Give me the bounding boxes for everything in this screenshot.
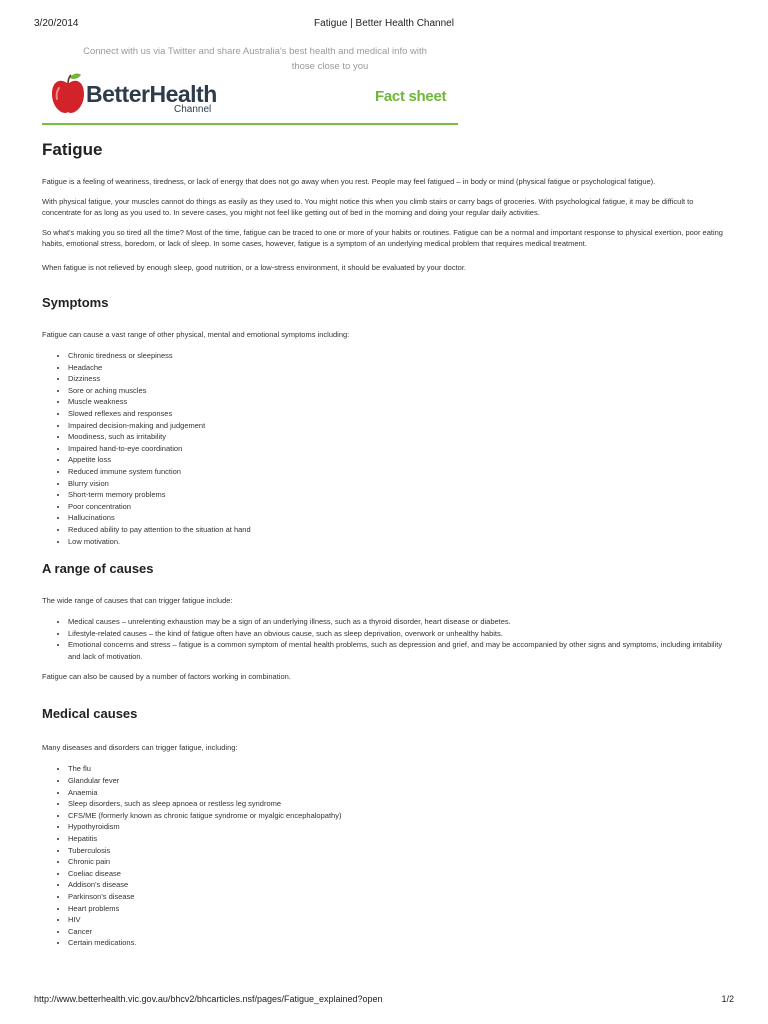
medical-causes-heading: Medical causes — [42, 706, 138, 722]
list-item: • Chronic pain — [68, 856, 732, 868]
print-page-title: Fatigue | Better Health Channel — [314, 18, 454, 29]
list-item: • Dizziness — [68, 373, 732, 385]
list-item: • Tuberculosis — [68, 845, 732, 857]
medical-causes-lead: Many diseases and disorders can trigger fatigue, including: — [42, 743, 238, 753]
list-item: • Moodiness, such as irritability — [68, 431, 732, 443]
connect-text-line2: those close to you — [291, 61, 369, 72]
intro-paragraph: Fatigue is a feeling of weariness, tiredness, or lack of energy that does not go away when you rest. People may feel fatigued – in body or mind (physical fatigue or psychological fatigue). — [42, 177, 656, 186]
symptoms-lead: Fatigue can cause a vast range of other physical, mental and emotional symptoms including: — [42, 330, 350, 339]
header-divider — [42, 123, 458, 125]
causes-lead: The wide range of causes that can trigger fatigue include: — [42, 596, 233, 606]
causes-heading: A range of causes — [42, 561, 154, 577]
list-item: • Hypothyroidism — [68, 821, 732, 833]
causes-closing: Fatigue can also be caused by a number of factors working in combination. — [42, 672, 291, 682]
print-date: 3/20/2014 — [34, 18, 79, 29]
print-url: http://www.betterhealth.vic.gov.au/bhcv2/bhcarticles.nsf/pages/Fatigue_explained?open — [34, 994, 383, 1004]
list-item: • The flu — [68, 763, 732, 775]
list-item: • Headache — [68, 362, 732, 374]
list-item: • Cancer — [68, 926, 732, 938]
list-item: • Lifestyle-related causes – the kind of fatigue often have an obvious cause, such as sleep deprivation, overwork or unhealthy habits. — [68, 628, 732, 640]
list-item: • Blurry vision — [68, 478, 732, 490]
list-item: • Hepatitis — [68, 833, 732, 845]
list-item: • Slowed reflexes and responses — [68, 408, 732, 420]
brand-subtitle: Channel — [174, 104, 212, 115]
list-item: • Poor concentration — [68, 501, 732, 513]
connect-banner[interactable] — [60, 44, 450, 74]
list-item: • Appetite loss — [68, 454, 732, 466]
list-item: • Emotional concerns and stress – fatigue is a common symptom of mental health problems, such as depression and grief, and may be accompanied by other signs and symptoms, including irritability and lack of motivation. — [68, 639, 732, 662]
print-header — [34, 18, 734, 32]
intro-paragraph: So what's making you so tired all the time? Most of the time, fatigue can be traced to one or more of your habits or routines. Fatigue can be a normal and important response to physical exertion, poor eating habits, emotional stress, boredom, or lack of sleep. In some cases, however, fatigue is a symptom of an underlying medical problem that requires medical treatment. — [42, 228, 723, 248]
connect-text-line1: Connect with us via Twitter and share Australia's best health and medical info with — [83, 46, 427, 57]
list-item: • Muscle weakness — [68, 396, 732, 408]
list-item: • Glandular fever — [68, 775, 732, 787]
list-item: • Reduced ability to pay attention to the situation at hand — [68, 524, 732, 536]
intro-paragraph: With physical fatigue, your muscles cannot do things as easily as they used to. You might notice this when you climb stairs or carry bags of groceries. With psychological fatigue, it may be difficult to concentrate for as long as you used to. In severe cases, you might not feel like getting out of bed in the morning and doing your regular daily activities. — [42, 197, 694, 217]
print-footer — [34, 994, 734, 1008]
list-item: • Hallucinations — [68, 512, 732, 524]
list-item: • Sleep disorders, such as sleep apnoea or restless leg syndrome — [68, 798, 732, 810]
symptoms-heading: Symptoms — [42, 295, 109, 310]
symptoms-list — [42, 350, 732, 547]
list-item: • Chronic tiredness or sleepiness — [68, 350, 732, 362]
article-title: Fatigue — [42, 140, 103, 159]
list-item: • Reduced immune system function — [68, 466, 732, 478]
list-item: • Anaemia — [68, 787, 732, 799]
list-item: • Parkinson's disease — [68, 891, 732, 903]
list-item: • Addison's disease — [68, 879, 732, 891]
list-item: • Impaired hand-to-eye coordination — [68, 443, 732, 455]
list-item: • Impaired decision-making and judgement — [68, 420, 732, 432]
apple-icon — [50, 72, 86, 114]
page-number: 1/2 — [721, 994, 734, 1004]
list-item: • Short-term memory problems — [68, 489, 732, 501]
list-item: • Certain medications. — [68, 937, 732, 949]
list-item: • Low motivation. — [68, 536, 732, 548]
medical-causes-list — [42, 763, 732, 949]
list-item: • Sore or aching muscles — [68, 385, 732, 397]
list-item: • CFS/ME (formerly known as chronic fatigue syndrome or myalgic encephalopathy) — [68, 810, 732, 822]
brand-name: BetterHealth — [86, 81, 217, 107]
intro-paragraph: When fatigue is not relieved by enough sleep, good nutrition, or a low-stress environment, it should be evaluated by your doctor. — [42, 263, 466, 272]
fact-sheet-label: Fact sheet — [375, 88, 447, 105]
site-logo[interactable] — [50, 72, 250, 116]
list-item: • Heart problems — [68, 903, 732, 915]
causes-list — [42, 616, 732, 662]
article — [42, 140, 732, 949]
list-item: • Medical causes – unrelenting exhaustion may be a sign of an underlying illness, such as a thyroid disorder, heart disease or diabetes. — [68, 616, 732, 628]
list-item: • HIV — [68, 914, 732, 926]
list-item: • Coeliac disease — [68, 868, 732, 880]
